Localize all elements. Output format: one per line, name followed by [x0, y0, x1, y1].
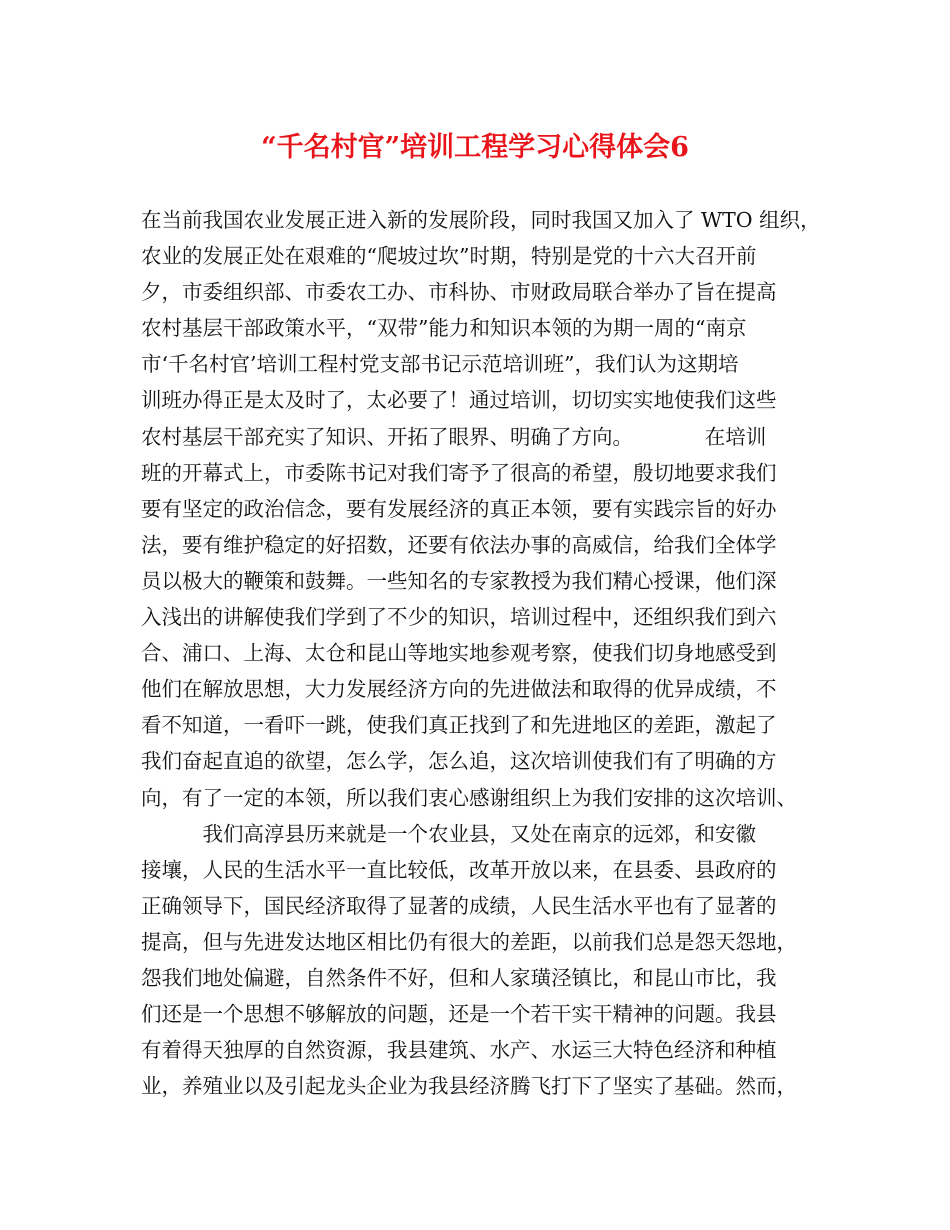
body-line: 市‘千名村官’培训工程村党支部书记示范培训班”，我们认为这期培	[141, 352, 739, 377]
body-line: 向，有了一定的本领，所以我们衷心感谢组织上为我们安排的这次培训、	[141, 785, 797, 810]
body-line: 农村基层干部政策水平，“双带”能力和知识本领的为期一周的“南京	[141, 316, 747, 341]
body-line: 农业的发展正处在艰难的“爬坡过坎”时期，特别是党的十六大召开前	[141, 244, 757, 269]
body-line: 要有坚定的政治信念，要有发展经济的真正本领，要有实践宗旨的好办	[141, 496, 777, 521]
body-line: 在当前我国农业发展正进入新的发展阶段，同时我国又加入了 WTO 组织，	[141, 208, 821, 232]
body-line: 他们在解放思想，大力发展经济方向的先进做法和取得的优异成绩，不	[141, 677, 777, 702]
document-title: “千名村官”培训工程学习心得体会6	[261, 132, 689, 163]
body-line: 有着得天独厚的自然资源，我县建筑、水产、水运三大特色经济和种植	[141, 1038, 777, 1063]
body-line: 我们高淳县历来就是一个农业县，又处在南京的远郊，和安徽	[141, 821, 756, 846]
body-line: 法，要有维护稳定的好招数，还要有依法办事的高威信，给我们全体学	[141, 532, 777, 557]
body-line: 我们奋起直追的欲望，怎么学，怎么追，这次培训使我们有了明确的方	[141, 749, 777, 774]
body-line: 提高，但与先进发达地区相比仍有很大的差距，以前我们总是怨天怨地，	[141, 929, 797, 954]
body-line: 农村基层干部充实了知识、开拓了眼界、明确了方向。 在培训	[141, 424, 767, 449]
body-line: 们还是一个思想不够解放的问题，还是一个若干实干精神的问题。我县	[141, 1002, 777, 1027]
body-line: 接壤，人民的生活水平一直比较低，改革开放以来，在县委、县政府的	[141, 857, 777, 882]
body-line: 训班办得正是太及时了，太必要了！通过培训，切切实实地使我们这些	[141, 388, 777, 413]
document-body	[141, 202, 831, 1104]
body-line: 班的开幕式上，市委陈书记对我们寄予了很高的希望，殷切地要求我们	[141, 460, 777, 485]
body-line: 看不知道，一看吓一跳，使我们真正找到了和先进地区的差距，激起了	[141, 713, 777, 738]
body-line: 正确领导下，国民经济取得了显著的成绩，人民生活水平也有了显著的	[141, 893, 777, 918]
body-line: 合、浦口、上海、太仓和昆山等地实地参观考察，使我们切身地感受到	[141, 641, 777, 666]
body-line: 业，养殖业以及引起龙头企业为我县经济腾飞打下了坚实了基础。然而，	[141, 1074, 797, 1099]
body-line: 夕，市委组织部、市委农工办、市科协、市财政局联合举办了旨在提高	[141, 280, 777, 305]
body-line: 入浅出的讲解使我们学到了不少的知识，培训过程中，还组织我们到六	[141, 605, 777, 630]
body-line: 怨我们地处偏避，自然条件不好，但和人家璜泾镇比，和昆山市比，我	[141, 965, 777, 990]
body-line: 员以极大的鞭策和鼓舞。一些知名的专家教授为我们精心授课，他们深	[141, 568, 777, 593]
